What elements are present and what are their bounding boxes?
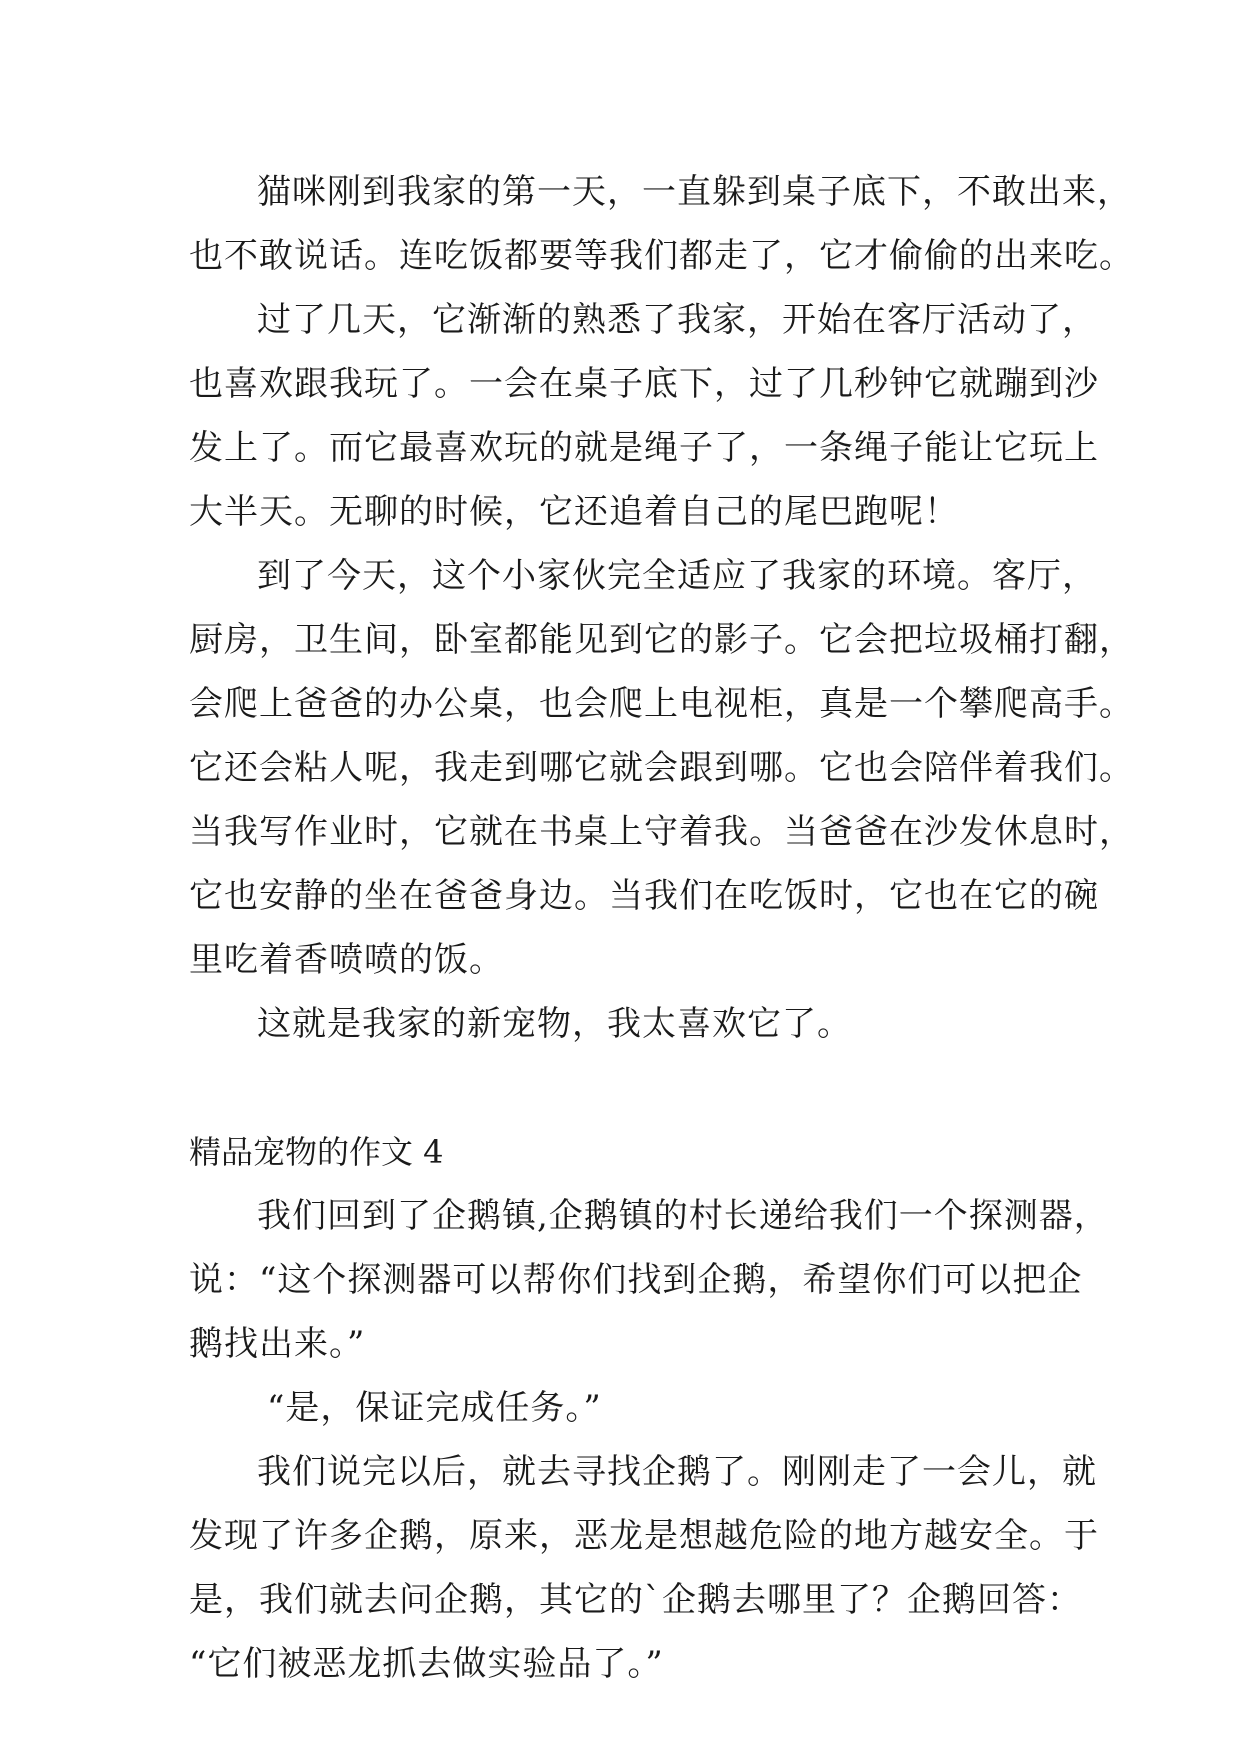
paragraph-line: 过了几天，它渐渐的熟悉了我家，开始在客厅活动了，	[257, 300, 1097, 340]
paragraph-line: 大半天。无聊的时候，它还追着自己的尾巴跑呢！	[189, 492, 959, 532]
paragraph-line: 厨房，卫生间，卧室都能见到它的影子。它会把垃圾桶打翻，	[189, 620, 1134, 660]
paragraph-line: 说：“这个探测器可以帮你们找到企鹅，希望你们可以把企	[189, 1260, 1083, 1300]
paragraph-line: 当我写作业时，它就在书桌上守着我。当爸爸在沙发休息时，	[189, 812, 1134, 852]
paragraph-line: 也不敢说话。连吃饭都要等我们都走了，它才偷偷的出来吃。	[189, 236, 1134, 276]
paragraph-line: 里吃着香喷喷的饭。	[189, 940, 504, 980]
paragraph-line: “是，保证完成任务。”	[267, 1388, 602, 1428]
paragraph-line: “它们被恶龙抓去做实验品了。”	[189, 1644, 664, 1684]
paragraph-line: 猫咪刚到我家的第一天，一直躲到桌子底下，不敢出来，	[257, 172, 1132, 212]
paragraph-line: 到了今天，这个小家伙完全适应了我家的环境。客厅，	[257, 556, 1097, 596]
paragraph-line: 发上了。而它最喜欢玩的就是绳子了，一条绳子能让它玩上	[189, 428, 1099, 468]
paragraph-line: 它也安静的坐在爸爸身边。当我们在吃饭时，它也在它的碗	[189, 876, 1099, 916]
paragraph-line: 是，我们就去问企鹅，其它的`企鹅去哪里了？企鹅回答：	[189, 1580, 1082, 1620]
paragraph-line: 会爬上爸爸的办公桌，也会爬上电视柜，真是一个攀爬高手。	[189, 684, 1134, 724]
section-gap	[189, 1056, 1069, 1120]
paragraph-line: 我们回到了企鹅镇,企鹅镇的村长递给我们一个探测器，	[257, 1196, 1109, 1236]
section-heading: 精品宠物的作文 4	[189, 1133, 444, 1171]
paragraph-line: 它还会粘人呢，我走到哪它就会跟到哪。它也会陪伴着我们。	[189, 748, 1134, 788]
document-content	[189, 160, 1134, 1696]
paragraph-line: 我们说完以后，就去寻找企鹅了。刚刚走了一会儿，就	[257, 1452, 1097, 1492]
paragraph-line: 也喜欢跟我玩了。一会在桌子底下，过了几秒钟它就蹦到沙	[189, 364, 1099, 404]
paragraph-line: 这就是我家的新宠物，我太喜欢它了。	[257, 1004, 852, 1044]
paragraph-line: 发现了许多企鹅，原来，恶龙是想越危险的地方越安全。于	[189, 1516, 1099, 1556]
paragraph-line: 鹅找出来。”	[189, 1324, 366, 1364]
